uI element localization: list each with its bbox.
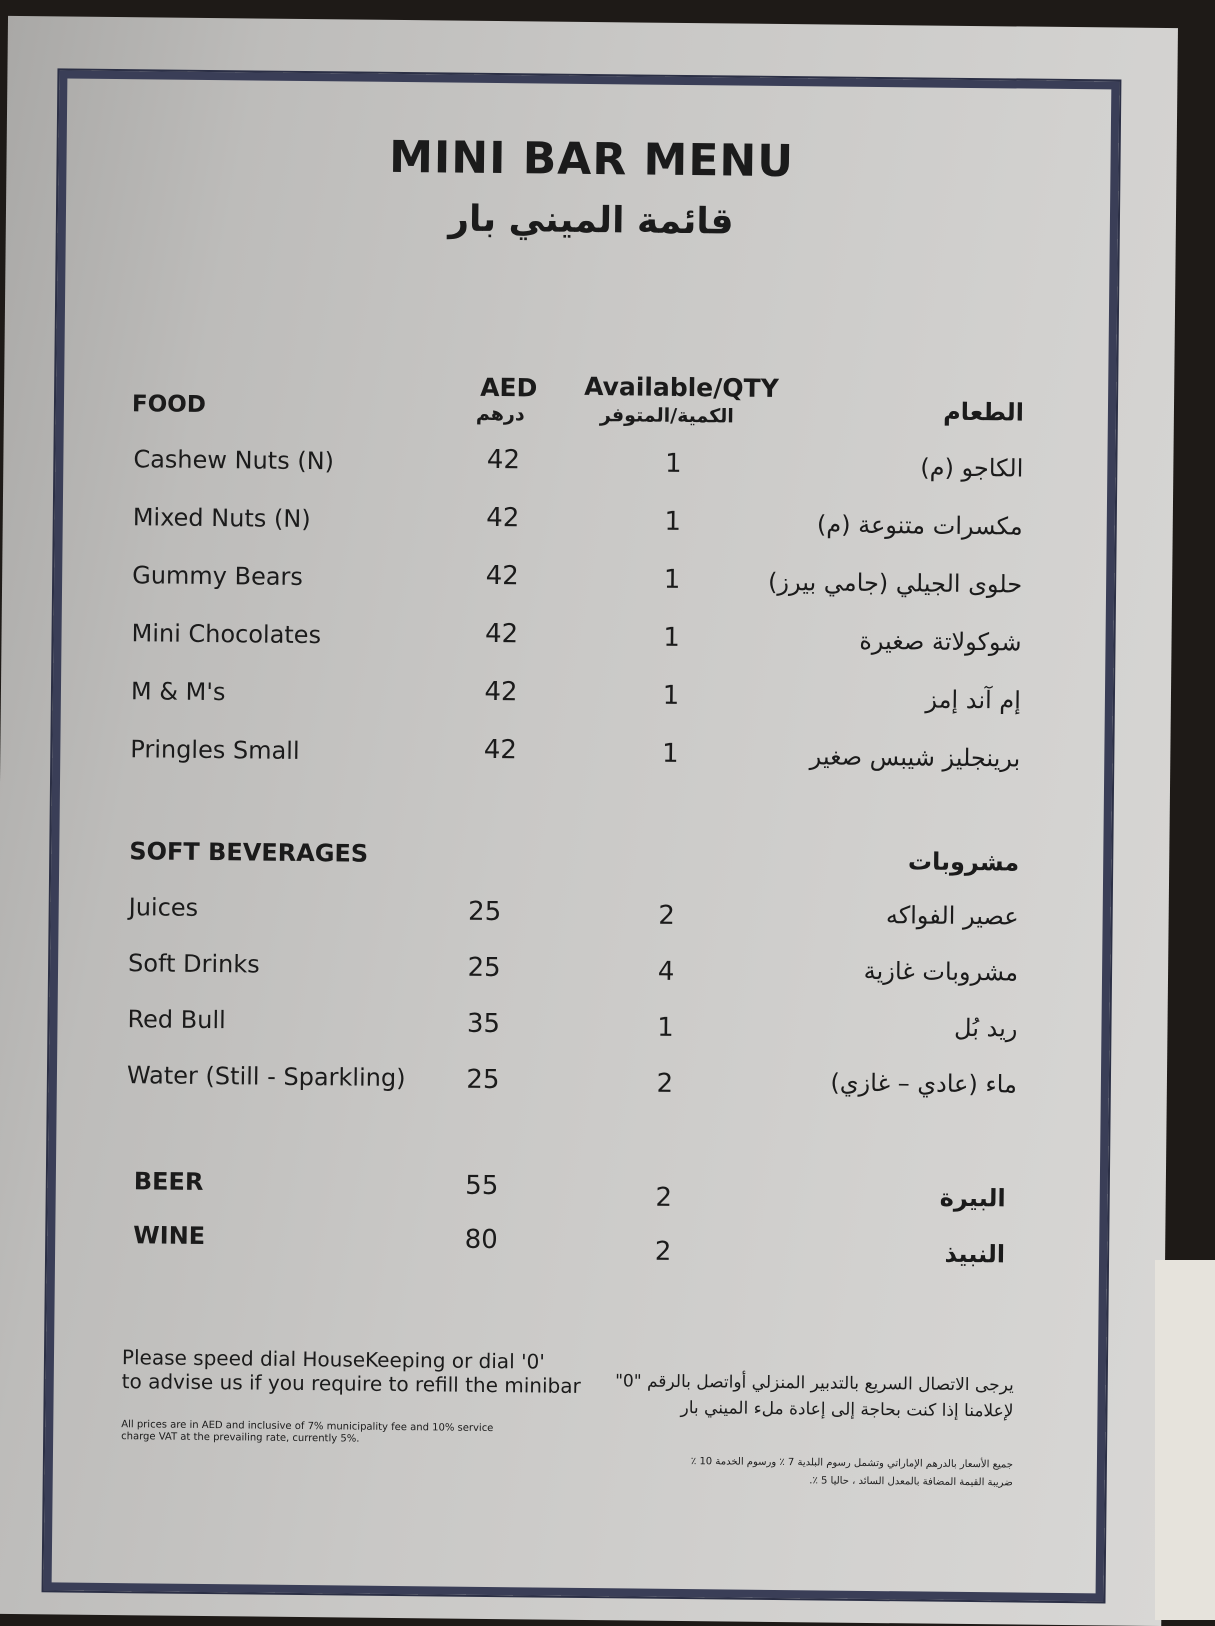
- page-title: MINI BAR MENU: [388, 131, 795, 188]
- price-disclaimer-line-arabic: ضريبة القيمة المضافة بالمعدل السائد ، حاليا 5 ٪.: [809, 1475, 1013, 1489]
- item-price: 42: [483, 734, 518, 766]
- item-price: 25: [467, 952, 501, 984]
- item-name-arabic: ماء (عادي – غازي): [830, 1068, 1018, 1099]
- item-price: 55: [465, 1170, 499, 1202]
- item-name-arabic: عصير الفواكه: [885, 901, 1019, 931]
- item-name: Water (Still - Sparkling): [126, 1061, 406, 1093]
- soft-beverages-header-arabic: مشروبات: [907, 847, 1020, 877]
- item-name-arabic: برينجليز شيبس صغير: [809, 742, 1021, 773]
- item-name-arabic: الكاجو (م): [920, 453, 1024, 483]
- item-name: Red Bull: [127, 1005, 226, 1035]
- item-qty: 1: [664, 506, 682, 537]
- food-header-arabic: الطعام: [943, 397, 1025, 427]
- refill-note-arabic: [573, 1368, 1014, 1425]
- aed-header: AED: [480, 372, 538, 403]
- item-price: 25: [467, 896, 502, 928]
- refill-note-line: to advise us if you require to refill the minibar: [121, 1369, 581, 1398]
- item-qty: 2: [658, 900, 676, 931]
- item-price: 42: [486, 502, 520, 534]
- item-price: 42: [485, 560, 519, 592]
- refill-note-line-arabic: يرجى الاتصال السريع بالتدبير المنزلي أواتصل بالرقم "0": [615, 1371, 1014, 1396]
- item-name-arabic: شوكولاتة صغيرة: [859, 626, 1022, 657]
- item-name: Juices: [128, 893, 199, 922]
- item-name: BEER: [133, 1167, 204, 1196]
- item-qty: 1: [657, 1012, 674, 1043]
- item-qty: 2: [655, 1182, 673, 1213]
- item-name-arabic: النبيذ: [944, 1239, 1006, 1269]
- price-disclaimer-line: charge VAT at the prevailing rate, currently 5%.: [121, 1431, 360, 1445]
- item-name-arabic: مكسرات متنوعة (م): [816, 510, 1023, 541]
- item-price: 25: [466, 1064, 500, 1096]
- item-price: 35: [466, 1008, 501, 1040]
- item-name: Mini Chocolates: [131, 619, 322, 650]
- price-disclaimer: [121, 1419, 541, 1447]
- qty-header-arabic: الكمية/المتوفر: [599, 404, 734, 428]
- soft-beverages-header: SOFT BEVERAGES: [129, 837, 369, 868]
- item-price: 42: [484, 676, 518, 708]
- item-qty: 1: [663, 564, 681, 595]
- food-header: FOOD: [131, 391, 207, 418]
- item-name-arabic: حلوى الجيلي (جامي بيرز): [767, 567, 1023, 599]
- item-price: 42: [484, 618, 519, 650]
- aed-header-arabic: درهم: [475, 402, 525, 426]
- refill-note-line-arabic: لإعلامنا إذا كنت بحاجة إلى إعادة ملء الميني بار: [680, 1397, 1014, 1422]
- item-qty: 2: [654, 1236, 672, 1267]
- price-disclaimer-line-arabic: جميع الأسعار بالدرهم الإماراتي وتشمل رسوم البلدية 7 ٪ ورسوم الخدمة 10 ٪: [690, 1456, 1013, 1471]
- page-title-arabic: قائمة الميني بار: [448, 198, 734, 243]
- background-surface: [1155, 1260, 1215, 1620]
- item-qty: 2: [656, 1068, 674, 1099]
- item-price: 80: [464, 1224, 498, 1256]
- item-qty: 1: [661, 738, 679, 769]
- price-disclaimer-arabic: [613, 1452, 1013, 1492]
- item-price: 42: [486, 444, 521, 476]
- item-name: Cashew Nuts (N): [133, 445, 335, 476]
- qty-header: Available/QTY: [584, 371, 779, 403]
- item-name: Soft Drinks: [127, 949, 260, 979]
- menu-card: [0, 16, 1178, 1626]
- item-name-arabic: ريد بُل: [953, 1013, 1018, 1043]
- item-qty: 1: [663, 622, 680, 653]
- refill-note-line: Please speed dial HouseKeeping or dial '0': [121, 1345, 545, 1374]
- refill-note: [122, 1345, 622, 1398]
- item-name-arabic: البيرة: [939, 1183, 1006, 1213]
- item-name: Gummy Bears: [132, 561, 304, 591]
- item-name: M & M's: [130, 677, 226, 707]
- item-qty: 4: [657, 956, 675, 987]
- item-qty: 1: [664, 448, 682, 479]
- item-name: Mixed Nuts (N): [132, 503, 311, 534]
- item-name-arabic: إم آند إمز: [925, 685, 1022, 715]
- item-name-arabic: مشروبات غازية: [863, 956, 1019, 987]
- item-name: WINE: [133, 1221, 206, 1251]
- item-name: Pringles Small: [130, 735, 300, 765]
- price-disclaimer-line: All prices are in AED and inclusive of 7% municipality fee and 10% service: [121, 1419, 494, 1435]
- item-qty: 1: [662, 680, 680, 711]
